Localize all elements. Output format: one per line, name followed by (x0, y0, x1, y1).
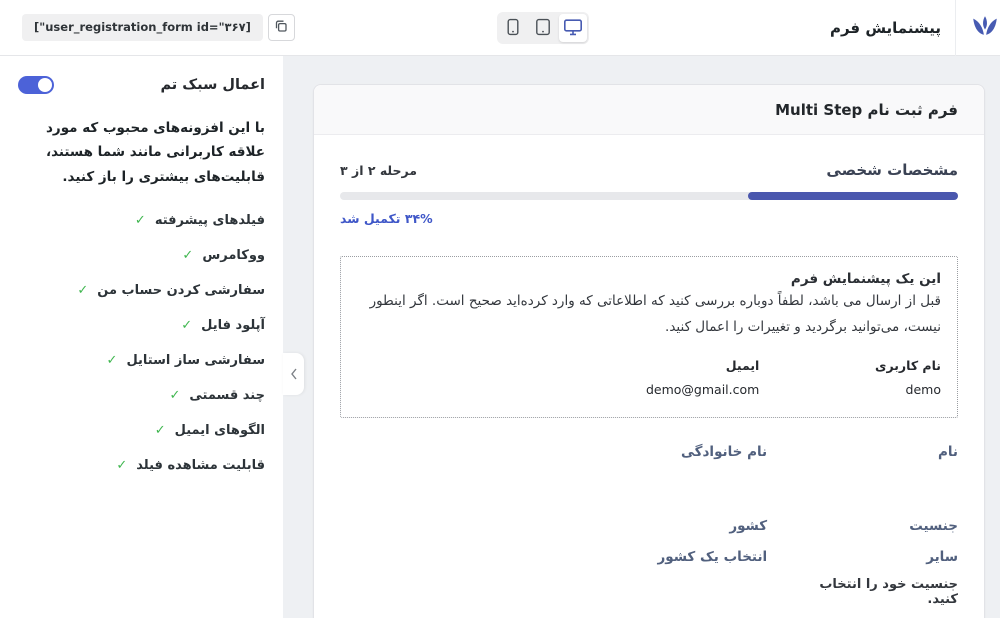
feature-item (18, 388, 265, 403)
review-field-first-name (791, 444, 958, 460)
copy-shortcode-button[interactable] (268, 14, 295, 41)
field-label: ایمیل (725, 358, 760, 374)
field-label: جنسیت (909, 518, 958, 535)
sidebar-description: با این افزونه‌های محبوب که مورد علاقه کاربرانی مانند شما هستند، قابلیت‌های بیشتری را باز کنید. (45, 120, 265, 185)
field-row-gender-country (340, 518, 958, 607)
feature-list (18, 213, 265, 473)
brand-area (815, 0, 1000, 56)
review-summary-fields (340, 444, 958, 607)
checkmark-icon: ✓ (154, 422, 166, 438)
copy-icon (274, 19, 288, 36)
feature-item (18, 423, 265, 438)
form-preview-card (313, 84, 985, 618)
theme-style-toggle-label: اعمال سبک تم (160, 77, 265, 93)
feature-label: سفارشی کردن حساب من (97, 282, 265, 298)
topbar (0, 0, 1000, 56)
shortcode-chip-group (22, 14, 295, 41)
sidebar-collapse-button[interactable] (283, 353, 304, 395)
desktop-icon (563, 18, 583, 39)
sidebar (0, 56, 283, 618)
checkmark-icon: ✓ (77, 282, 89, 298)
progress-bar (340, 192, 958, 200)
mobile-preview-button[interactable] (499, 14, 527, 42)
review-note-body: قبل از ارسال می باشد، لطفاً دوباره بررسی کنید که اطلاعاتی که وارد کرده‌اید صحیح است. اگر اینطور نیست، می‌توانید برگردید و تغییرات را اعمال کنید. (369, 293, 941, 335)
feature-label: آپلود فایل (201, 317, 265, 333)
feature-label: الگوهای ایمیل (174, 422, 265, 438)
device-preview-switcher (497, 12, 589, 44)
form-title: فرم ثبت نام Multi Step (775, 100, 958, 119)
field-help-text: جنسیت خود را انتخاب کنید. (819, 577, 958, 608)
progress-fill (748, 192, 958, 200)
tablet-preview-button[interactable] (529, 14, 557, 42)
page-title: پیشنمایش فرم (829, 19, 941, 37)
feature-label: فیلدهای پیشرفته (154, 212, 265, 228)
feature-item (18, 283, 265, 298)
field-label: کشور (729, 518, 768, 535)
toggle-knob (38, 78, 52, 92)
user-registration-logo-icon (970, 13, 1000, 43)
feature-label: چند قسمتی (189, 387, 265, 403)
field-value: انتخاب یک کشور (657, 549, 768, 566)
field-label: نام خانوادگی (681, 444, 768, 461)
feature-item (18, 318, 265, 333)
theme-style-toggle-row (18, 76, 265, 94)
feature-item (18, 353, 265, 368)
checkmark-icon: ✓ (181, 317, 193, 333)
feature-item (18, 248, 265, 263)
progress-header (340, 161, 958, 179)
header-divider (955, 0, 956, 56)
checkmark-icon: ✓ (116, 457, 128, 473)
review-note-box (340, 256, 958, 418)
review-field-country (340, 518, 767, 607)
checkmark-icon: ✓ (182, 247, 194, 263)
feature-item (18, 213, 265, 228)
form-card-header (314, 85, 984, 135)
tablet-icon (535, 18, 551, 39)
review-note-title: این یک پیشنمایش فرم (790, 271, 941, 287)
step-section-title: مشخصات شخصی (826, 161, 958, 179)
checkmark-icon: ✓ (169, 387, 181, 403)
form-card-body (314, 135, 984, 618)
field-label: نام کاربری (875, 358, 941, 374)
progress-percent-text: ۳۴% تکمیل شد (340, 211, 433, 226)
step-counter: مرحله ۲ از ۳ (340, 163, 418, 178)
chevron-left-icon (290, 365, 298, 384)
field-value: demo@gmail.com (645, 382, 760, 398)
desktop-preview-button[interactable] (559, 14, 587, 42)
review-fields-grid (357, 358, 941, 397)
feature-item (18, 458, 265, 473)
field-row-names (340, 444, 958, 460)
checkmark-icon: ✓ (134, 212, 146, 228)
review-field-gender (791, 518, 958, 607)
feature-label: ووکامرس (202, 247, 265, 263)
mobile-icon (506, 18, 520, 39)
theme-style-toggle[interactable] (18, 76, 54, 94)
review-field-username (783, 358, 941, 397)
shortcode-text: ["user_registration_form id="۳۶۷] (22, 14, 263, 41)
field-value: demo (905, 382, 941, 398)
review-field-last-name (340, 444, 767, 460)
checkmark-icon: ✓ (106, 352, 118, 368)
review-field-email (357, 358, 759, 397)
field-label: نام (937, 444, 958, 461)
field-value: سایر (926, 549, 958, 566)
feature-label: سفارشی ساز استایل (126, 352, 265, 368)
feature-label: قابلیت مشاهده فیلد (136, 457, 265, 473)
